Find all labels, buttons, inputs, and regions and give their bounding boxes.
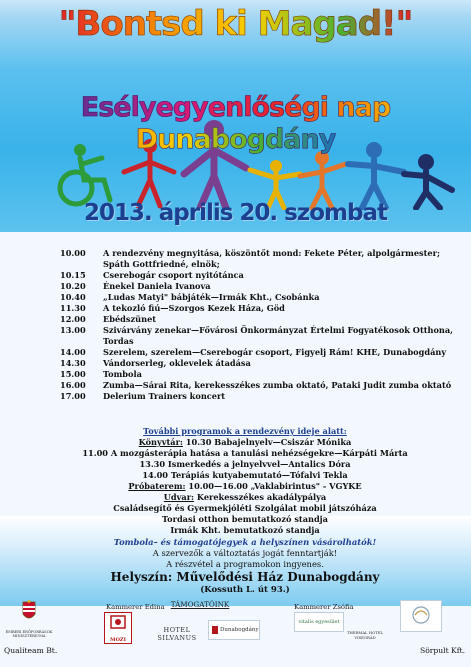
schedule-row: 14.00 Szerelem, szerelem—Cserebogár csoport, Figyelj Rám! KHE, Dunabogdány — [60, 347, 447, 357]
sponsors-heading: TÁMOGATÓINK — [170, 600, 230, 609]
swirl-logo-icon — [401, 601, 441, 631]
schedule-row: 14.30 Vándorserleg, oklevelek átadása — [60, 358, 251, 368]
schedule-row: 10.15 Cserebogár csoport nyitótánca — [60, 270, 244, 280]
changes-notice: A szervezők a változtatás jogát fenntartják! — [152, 548, 338, 558]
free-entry-notice: A részvétel a programokon ingyenes. — [166, 559, 324, 569]
schedule-row: 10.00 A rendezvény megnyitása, köszöntőt mond: Fekete Péter, alpolgármester; Spáth Gottfriedné, elnök; — [60, 248, 440, 269]
event-date: 2013. április 20. szombat — [83, 200, 387, 226]
extra-line: 13.30 Ismerkedés a jelnyelvvel—Antalics Dóra — [139, 459, 351, 469]
schedule-row: 15.00 Tombola — [60, 369, 142, 379]
extra-line: Próbaterem: 10.00—16.00 „Vaklabirintus" - VGYKE — [128, 481, 362, 491]
additional-programs-heading: További programok a rendezvény ideje alatt: — [143, 426, 347, 436]
schedule-row: 11.30 A tekozló fiú—Szorgos Kezek Háza, Göd — [60, 303, 285, 313]
schedule-row: 16.00 Zumba—Sárai Rita, kerekesszékes zumba oktató, Pataki Judit zumba oktató — [60, 380, 452, 390]
schedule-row: 12.00 Ebédszünet — [60, 314, 157, 324]
sponsor-qualiteam: Qualiteam Bt. — [4, 646, 58, 655]
additional-programs — [40, 426, 450, 536]
event-title: Esélyegyenlőségi nap Dunabogdány — [80, 92, 391, 155]
extra-line: Tordasi otthon bemutatkozó standja — [162, 514, 328, 524]
crest-icon — [4, 600, 54, 626]
sponsor-logo-right — [400, 600, 442, 632]
ministry-logo: EMBERI ERŐFORRÁSOK MINISZTÉRIUMA — [4, 600, 54, 636]
schedule-row: 17.00 Delerium Trainers koncert — [60, 391, 226, 401]
program-schedule — [60, 248, 460, 402]
film-icon — [105, 613, 131, 633]
dunabogdany-shield-icon — [212, 626, 218, 634]
venue-address: (Kossuth L. út 93.) — [200, 585, 290, 595]
schedule-row: 10.20 Énekel Daniela Ivanova — [60, 281, 211, 291]
venue: Helyszín: Művelődési Ház Dunabogdány — [110, 570, 380, 584]
schedule-row: 13.00 Szivárvány zenekar—Fővárosi Önkormányzat Értelmi Fogyatékosok Otthona, Tordas — [60, 325, 454, 346]
dunabogdany-logo: Dunabogdány — [208, 620, 260, 640]
event-notice — [40, 537, 450, 596]
extra-line: 11.00 A mozgásterápia hatása a tanulási nehézségekre—Kárpáti Márta — [82, 448, 408, 458]
mozi-logo: MOZI — [104, 612, 132, 644]
vitalis-logo: vitalis egyesület — [294, 612, 344, 632]
sponsor-kammerer-edina: Kammerer Edina — [106, 603, 165, 611]
extra-line: Irmák Kht. bemutatkozó standja — [170, 525, 320, 535]
hotel-silvanus-logo: HOTEL SILVANUS — [157, 626, 197, 642]
thermal-hotel-logo: THERMAL HOTEL VISEGRÁD — [346, 630, 384, 640]
main-title: "Bontsd ki Magad!" — [58, 4, 413, 44]
extra-line: Könyvtár: 10.30 Babajelnyelv—Csiszár Mónika — [138, 437, 352, 447]
extra-line: Udvar: Kerekesszékes akadálypálya — [163, 492, 327, 502]
schedule-row: 10.40 „Ludas Matyi" bábjáték—Irmák Kht., Csobánka — [60, 292, 320, 302]
sponsor-kammerer-zsofia: Kammerer Zsófia — [294, 603, 354, 611]
extra-line: Családsegítő és Gyermekjóléti Szolgálat mobil játszóháza — [113, 503, 377, 513]
tombola-notice: Tombola– és támogatójegyek a helyszínen vásárolhatók! — [113, 537, 377, 547]
sponsor-sorpult: Sörpult Kft. — [420, 646, 465, 655]
extra-line: 14.00 Terápiás kutyabemutató—Tófalvi Tekla — [142, 470, 348, 480]
